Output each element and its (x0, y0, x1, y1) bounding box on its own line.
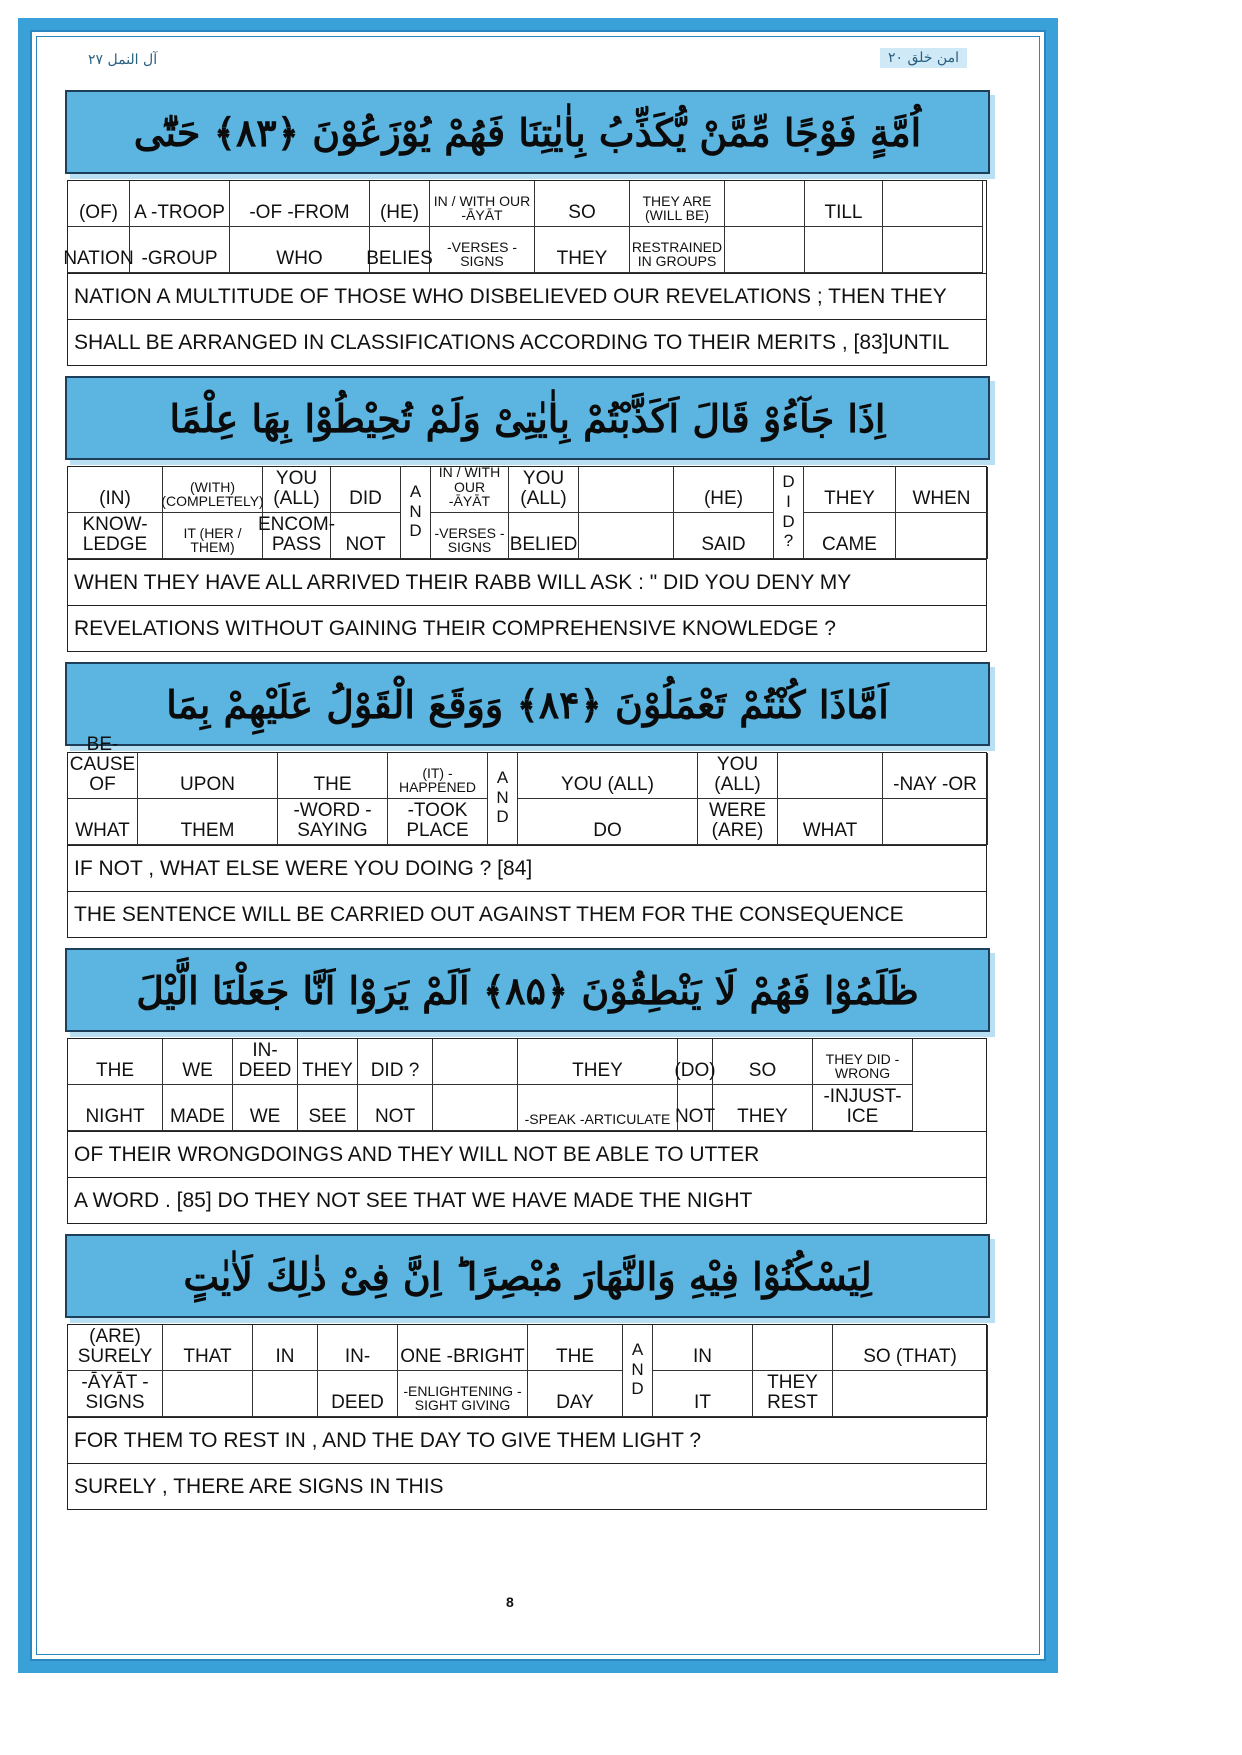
word-cell: YOU (ALL) (518, 753, 698, 799)
word-cell (805, 227, 883, 273)
word-cell: WHAT (778, 799, 883, 845)
word-cell: YOU (ALL) (509, 467, 579, 513)
word-cell: -ĀYĀT -SIGNS (68, 1371, 163, 1417)
verse-block (65, 662, 990, 938)
word-cell: THEY (804, 467, 896, 513)
word-cell: THEY ARE (WILL BE) (630, 181, 725, 227)
translation-line: THE SENTENCE WILL BE CARRIED OUT AGAINST THEM FOR THE CONSEQUENCE (67, 892, 987, 938)
word-cell: RESTRAINED IN GROUPS (630, 227, 725, 273)
word-cell (163, 1371, 253, 1417)
word-cell: BELIES (370, 227, 430, 273)
arabic-verse-line: اَمَّاذَا كُنْتُمْ تَعْمَلُوْنَ ﴿۸۴﴾ وَوَقَعَ الْقَوْلُ عَلَيْهِمْ بِمَا (65, 662, 990, 746)
word-cell: SO (535, 181, 630, 227)
word-cell: CAUSE OF (68, 753, 138, 799)
word-cell: THEM (138, 799, 278, 845)
word-cell (833, 1371, 988, 1417)
word-cell (253, 1371, 318, 1417)
word-cell: NATION (68, 227, 130, 273)
arabic-verse-line: لِيَسْكُنُوْا فِيْهِ وَالنَّهَارَ مُبْصِرًا ؕ اِنَّ فِىْ ذٰلِكَ لَاٰيٰتٍ (65, 1234, 990, 1318)
translation-line: REVELATIONS WITHOUT GAINING THEIR COMPREHENSIVE KNOWLEDGE ? (67, 606, 987, 652)
word-cell: IN- (318, 1325, 398, 1371)
word-cell: WE (233, 1085, 298, 1131)
arabic-verse-line: ظَلَمُوْا فَهُمْ لَا يَنْطِقُوْنَ ﴿۸۵﴾ اَلَمْ يَرَوْا اَنَّا جَعَلْنَا الَّيْلَ (65, 948, 990, 1032)
word-cell (883, 799, 988, 845)
word-cell: NOT (678, 1085, 713, 1131)
word-cell: THE (528, 1325, 623, 1371)
word-cell: IN / WITH OUR -ĀYĀT (430, 181, 535, 227)
word-cell: A N D (488, 753, 518, 845)
word-cell (579, 513, 674, 559)
word-cell: THE (68, 1039, 163, 1085)
page-content (65, 90, 990, 1520)
para-header-right: امن خلق ۲۰ (880, 48, 967, 68)
word-cell (725, 181, 805, 227)
word-cell: NIGHT (68, 1085, 163, 1131)
word-cell: NOT (358, 1085, 433, 1131)
translation-line: WHEN THEY HAVE ALL ARRIVED THEIR RABB WILL ASK : " DID YOU DENY MY (67, 560, 987, 606)
word-cell: WHEN (896, 467, 988, 513)
word-cell: IT (653, 1371, 753, 1417)
word-cell: SEE (298, 1085, 358, 1131)
word-cell: (OF) (68, 181, 130, 227)
word-cell: ENCOM- PASS (263, 513, 331, 559)
word-cell: YOU (ALL) (263, 467, 331, 513)
word-cell: SO (THAT) (833, 1325, 988, 1371)
word-cell: WERE (ARE) (698, 799, 778, 845)
word-cell: -NAY -OR (883, 753, 988, 799)
translation-line: SHALL BE ARRANGED IN CLASSIFICATIONS ACCORDING TO THEIR MERITS , [83]UNTIL (67, 320, 987, 366)
word-cell: THEY (298, 1039, 358, 1085)
word-cell: DID ? (358, 1039, 433, 1085)
verse-block (65, 948, 990, 1224)
word-cell: (HE) (674, 467, 774, 513)
word-cell: IN (253, 1325, 318, 1371)
word-cell: THEY (535, 227, 630, 273)
word-cell: THE (278, 753, 388, 799)
word-cell: -TOOK PLACE (388, 799, 488, 845)
word-cell (778, 753, 883, 799)
word-cell: BELIED (509, 513, 579, 559)
word-cell: THAT (163, 1325, 253, 1371)
word-cell: ONE -BRIGHT (398, 1325, 528, 1371)
word-cell: DEED (318, 1371, 398, 1417)
translation-line: NATION A MULTITUDE OF THOSE WHO DISBELIEVED OUR REVELATIONS ; THEN THEY (67, 274, 987, 320)
word-cell: IN (653, 1325, 753, 1371)
word-cell (753, 1325, 833, 1371)
word-cell: THEY REST (753, 1371, 833, 1417)
word-cell: WE (163, 1039, 233, 1085)
word-cell: IN / WITH OUR -ĀYĀT (431, 467, 509, 513)
surah-header-left: آل النمل ۲۷ (88, 52, 158, 68)
translation-line: IF NOT , WHAT ELSE WERE YOU DOING ? [84] (67, 846, 987, 892)
verse-block (65, 1234, 990, 1510)
translation-line: OF THEIR WRONGDOINGS AND THEY WILL NOT BE ABLE TO UTTER (67, 1132, 987, 1178)
word-cell: DAY (528, 1371, 623, 1417)
word-cell (725, 227, 805, 273)
word-cell: IN- DEED (233, 1039, 298, 1085)
word-cell: -OF -FROM (230, 181, 370, 227)
word-cell: WHAT (68, 799, 138, 845)
word-cell: DO (518, 799, 698, 845)
word-cell: (ARE) SURELY (68, 1325, 163, 1371)
word-cell (433, 1085, 518, 1131)
word-cell: CAME (804, 513, 896, 559)
word-grid (67, 752, 987, 846)
word-cell: SO (713, 1039, 813, 1085)
word-cell (883, 181, 983, 227)
word-cell: -ENLIGHTENING -SIGHT GIVING (398, 1371, 528, 1417)
word-cell: D I D ? (774, 467, 804, 559)
word-grid (63, 180, 987, 274)
word-grid (67, 1324, 987, 1418)
word-cell: THEY (518, 1039, 678, 1085)
word-cell: MADE (163, 1085, 233, 1131)
word-cell: KNOW- LEDGE (68, 513, 163, 559)
translation-line: A WORD . [85] DO THEY NOT SEE THAT WE HAVE MADE THE NIGHT (67, 1178, 987, 1224)
word-cell: THEY (713, 1085, 813, 1131)
word-cell (433, 1039, 518, 1085)
word-cell: -INJUST- ICE (813, 1085, 913, 1131)
word-cell: A N D (623, 1325, 653, 1417)
word-grid (67, 463, 987, 560)
word-cell: YOU (ALL) (698, 753, 778, 799)
word-cell: (IN) (68, 467, 163, 513)
word-cell (896, 513, 988, 559)
verse-block (65, 90, 990, 366)
word-cell: A -TROOP (130, 181, 230, 227)
word-cell: NOT (331, 513, 401, 559)
word-cell: SAID (674, 513, 774, 559)
word-cell: DID (331, 467, 401, 513)
word-cell: (HE) (370, 181, 430, 227)
translation-line: FOR THEM TO REST IN , AND THE DAY TO GIVE THEM LIGHT ? (67, 1418, 987, 1464)
word-cell: (WITH) (COMPLETELY) (163, 467, 263, 513)
arabic-verse-line: اِذَا جَآءُوْ قَالَ اَكَذَّبْتُمْ بِاٰيٰتِىْ وَلَمْ تُحِيْطُوْا بِهَا عِلْمًا (65, 376, 990, 460)
word-cell: -WORD -SAYING (278, 799, 388, 845)
word-cell: IT (HER / THEM) (163, 513, 263, 559)
word-cell: -VERSES -SIGNS (431, 513, 509, 559)
translation-line: SURELY , THERE ARE SIGNS IN THIS (67, 1464, 987, 1510)
word-cell (579, 467, 674, 513)
word-cell: THEY DID -WRONG (813, 1039, 913, 1085)
word-cell: (DO) (678, 1039, 713, 1085)
word-cell: -VERSES -SIGNS (430, 227, 535, 273)
word-cell: -GROUP (130, 227, 230, 273)
word-cell: WHO (230, 227, 370, 273)
word-cell (883, 227, 983, 273)
page-number: 8 (500, 1594, 520, 1610)
word-grid (67, 1038, 987, 1132)
word-cell: (IT) -HAPPENED (388, 753, 488, 799)
verse-block (65, 376, 990, 652)
word-cell: UPON (138, 753, 278, 799)
word-cell: TILL (805, 181, 883, 227)
arabic-verse-line: اُمَّةٍ فَوْجًا مِّمَّنْ يُّكَذِّبُ بِاٰيٰتِنَا فَهُمْ يُوْزَعُوْنَ ﴿۸۳﴾ حَتّٰٓى (65, 90, 990, 174)
word-cell: A N D (401, 467, 431, 559)
word-cell: -SPEAK -ARTICULATE (518, 1085, 678, 1131)
